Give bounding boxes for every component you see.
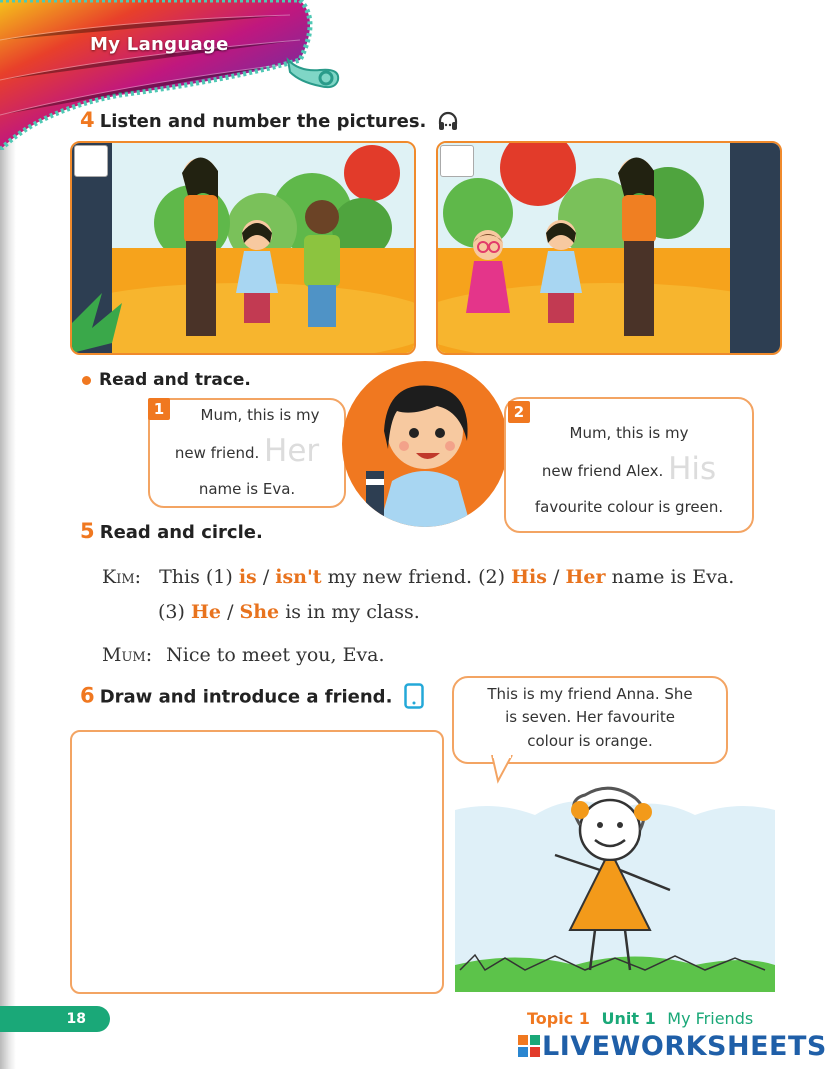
example-text: [454, 683, 726, 753]
option-his[interactable]: His: [511, 566, 547, 588]
section-title: Read and circle.: [99, 522, 263, 543]
option-her[interactable]: Her: [565, 566, 606, 588]
bubble-line: Mum, this is my: [200, 406, 320, 424]
watermark-text: LIVEWORKSHEETS: [542, 1031, 827, 1062]
park-scene-illustration: [438, 143, 780, 353]
option-separator: /: [227, 601, 234, 623]
option-he[interactable]: He: [190, 601, 222, 623]
dialogue-text: This (1): [159, 566, 233, 588]
bubble-number: 1: [148, 398, 170, 420]
trace-word[interactable]: Her: [264, 433, 320, 469]
option-separator: /: [553, 566, 560, 588]
bubble-line: colour is orange.: [527, 731, 653, 750]
dialogue-line-mum: [102, 644, 385, 666]
dialogue-text: my new friend. (2): [327, 566, 506, 588]
headphones-icon[interactable]: [437, 110, 459, 136]
bubble-line: Mum, this is my: [569, 424, 689, 442]
dialogue-line-kim-continued: [158, 601, 420, 623]
option-is[interactable]: is: [238, 566, 257, 588]
speech-bubble-1: [148, 398, 346, 508]
dialogue-text: Nice to meet you, Eva.: [166, 644, 385, 666]
tablet-icon[interactable]: [404, 683, 424, 713]
liveworksheets-watermark: [518, 1031, 827, 1062]
page-number: 18: [0, 1006, 110, 1032]
section-5-heading: [80, 519, 263, 543]
liveworksheets-logo-icon: [518, 1035, 540, 1057]
dialogue-line-kim: [102, 566, 734, 588]
picture-number-box-2[interactable]: [440, 145, 474, 177]
bubble-line: [506, 445, 752, 495]
section-number: 4: [80, 108, 95, 132]
example-speech-bubble: [452, 676, 728, 764]
bubble-text: new friend.: [174, 444, 260, 462]
picture-number-box-1[interactable]: [74, 145, 108, 177]
girl-portrait: [342, 361, 508, 527]
bubble-1-text: [150, 403, 344, 501]
section-4-heading: [80, 108, 459, 136]
picture-2: [436, 141, 782, 355]
bubble-number: 2: [508, 401, 530, 423]
girl-portrait-illustration: [342, 361, 508, 527]
page-header-title: My Language: [90, 34, 229, 55]
bubble-text: new friend Alex.: [541, 462, 664, 480]
dialogue-text: is in my class.: [285, 601, 420, 623]
bubble-line: [150, 427, 344, 477]
read-and-trace-heading: [82, 370, 251, 390]
speaker-label: Mum:: [102, 644, 153, 666]
section-number: 6: [80, 683, 95, 708]
bubble-line: is seven. Her favourite: [505, 708, 675, 727]
drawing-area[interactable]: [70, 730, 444, 994]
park-scene-illustration: [72, 143, 414, 353]
footer-topic-unit: [527, 1009, 753, 1028]
speaker-label: Kim:: [102, 566, 142, 588]
option-she[interactable]: She: [239, 601, 280, 623]
read-trace-title: Read and trace.: [99, 370, 251, 390]
section-title: Draw and introduce a friend.: [99, 686, 393, 708]
speech-bubble-2: [504, 397, 754, 533]
child-drawing-illustration: [455, 770, 775, 992]
picture-1: [70, 141, 416, 355]
trace-word[interactable]: His: [668, 451, 717, 487]
bubble-2-text: [506, 421, 752, 519]
option-isnt[interactable]: isn't: [275, 566, 322, 588]
section-title: Listen and number the pictures.: [99, 111, 427, 132]
section-number: 5: [80, 519, 95, 543]
dialogue-text: (3): [158, 601, 185, 623]
footer-topic: Topic 1: [527, 1009, 590, 1028]
bubble-line: This is my friend Anna. She: [487, 685, 693, 703]
bullet-dot: [82, 376, 91, 385]
section-6-heading: [80, 683, 424, 713]
bubble-line: name is Eva.: [198, 479, 296, 498]
dialogue-text: name is Eva.: [611, 566, 735, 588]
page-spine-shadow: [0, 0, 16, 1069]
bubble-line: favourite colour is green.: [534, 497, 724, 516]
footer-unit-title: My Friends: [667, 1009, 754, 1028]
option-separator: /: [262, 566, 270, 588]
footer-unit: Unit 1: [601, 1009, 656, 1028]
